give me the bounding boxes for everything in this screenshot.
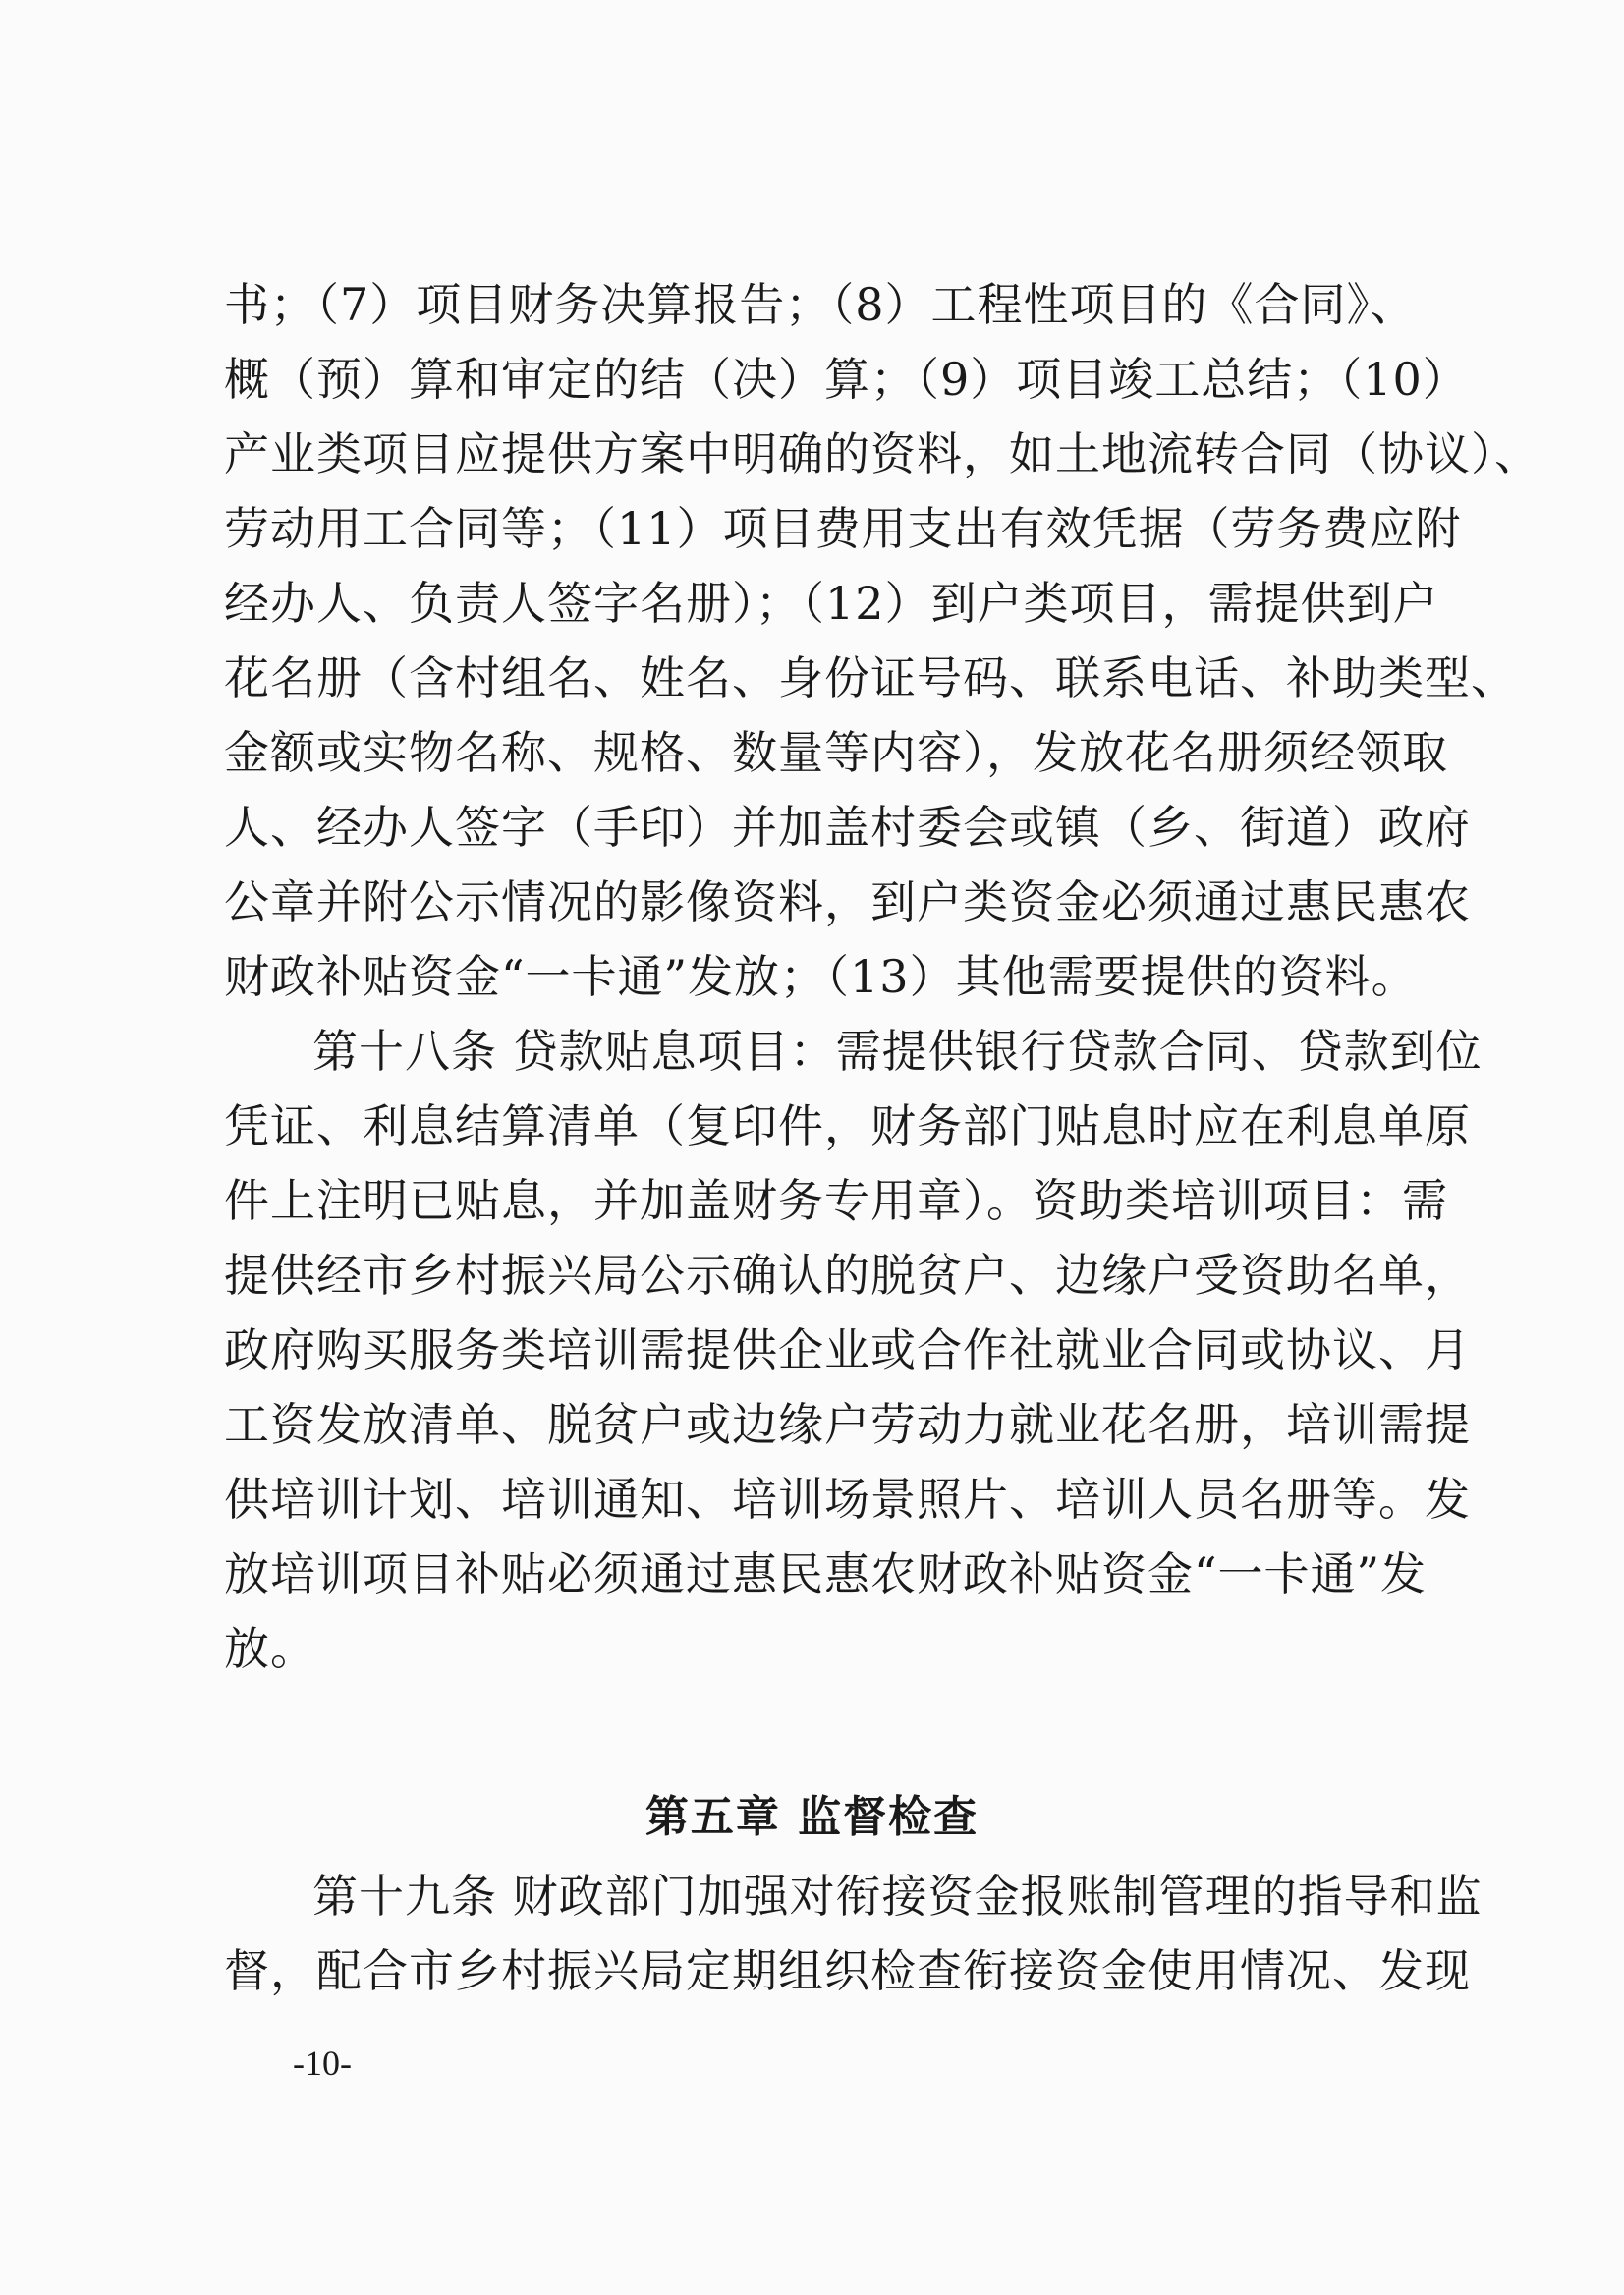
text-line: 经办人、负责人签字名册）；（12）到户类项目，需提供到户 bbox=[224, 577, 1439, 630]
text-line: 公章并附公示情况的影像资料，到户类资金必须通过惠民惠农 bbox=[224, 875, 1471, 928]
text-line: 产业类项目应提供方案中明确的资料，如土地流转合同（协议）、 bbox=[224, 427, 1540, 480]
page-number: -10- bbox=[293, 2043, 352, 2083]
text-line: 劳动用工合同等；（11）项目费用支出有效凭据（劳务费应附 bbox=[224, 502, 1462, 555]
text-line: 督，配合市乡村振兴局定期组织检查衔接资金使用情况、发现 bbox=[224, 1944, 1471, 1997]
text-line: 人、经办人签字（手印）并加盖村委会或镇（乡、街道）政府 bbox=[224, 801, 1471, 854]
text-line: 概（预）算和审定的结（决）算；（9）项目竣工总结；（10） bbox=[224, 353, 1469, 406]
text-line: 凭证、利息结算清单（复印件，财务部门贴息时应在利息单原 bbox=[224, 1099, 1471, 1152]
text-line: 书；（7）项目财务决算报告；（8）工程性项目的《合同》、 bbox=[224, 278, 1417, 331]
text-line: 政府购买服务类培训需提供企业或合作社就业合同或协议、月 bbox=[224, 1323, 1471, 1376]
article-18-first-line: 第十八条 贷款贴息项目：需提供银行贷款合同、贷款到位 bbox=[312, 1025, 1483, 1078]
text-line: 金额或实物名称、规格、数量等内容），发放花名册须经领取 bbox=[224, 726, 1448, 779]
chapter-title: 第五章 监督检查 bbox=[644, 1792, 980, 1842]
article-19-first-line: 第十九条 财政部门加强对衔接资金报账制管理的指导和监 bbox=[312, 1870, 1483, 1923]
text-line: 放。 bbox=[224, 1622, 316, 1675]
text-line: 放培训项目补贴必须通过惠民惠农财政补贴资金“一卡通”发 bbox=[224, 1547, 1428, 1600]
text-line: 供培训计划、培训通知、培训场景照片、培训人员名册等。发 bbox=[224, 1473, 1471, 1526]
text-line: 件上注明已贴息，并加盖财务专用章）。资助类培训项目：需 bbox=[224, 1174, 1448, 1227]
text-line: 工资发放清单、脱贫户或边缘户劳动力就业花名册，培训需提 bbox=[224, 1398, 1471, 1451]
text-line: 财政补贴资金“一卡通”发放；（13）其他需要提供的资料。 bbox=[224, 950, 1418, 1003]
text-line: 提供经市乡村振兴局公示确认的脱贫户、边缘户受资助名单， bbox=[224, 1249, 1471, 1302]
text-line: 花名册（含村组名、姓名、身份证号码、联系电话、补助类型、 bbox=[224, 651, 1517, 704]
